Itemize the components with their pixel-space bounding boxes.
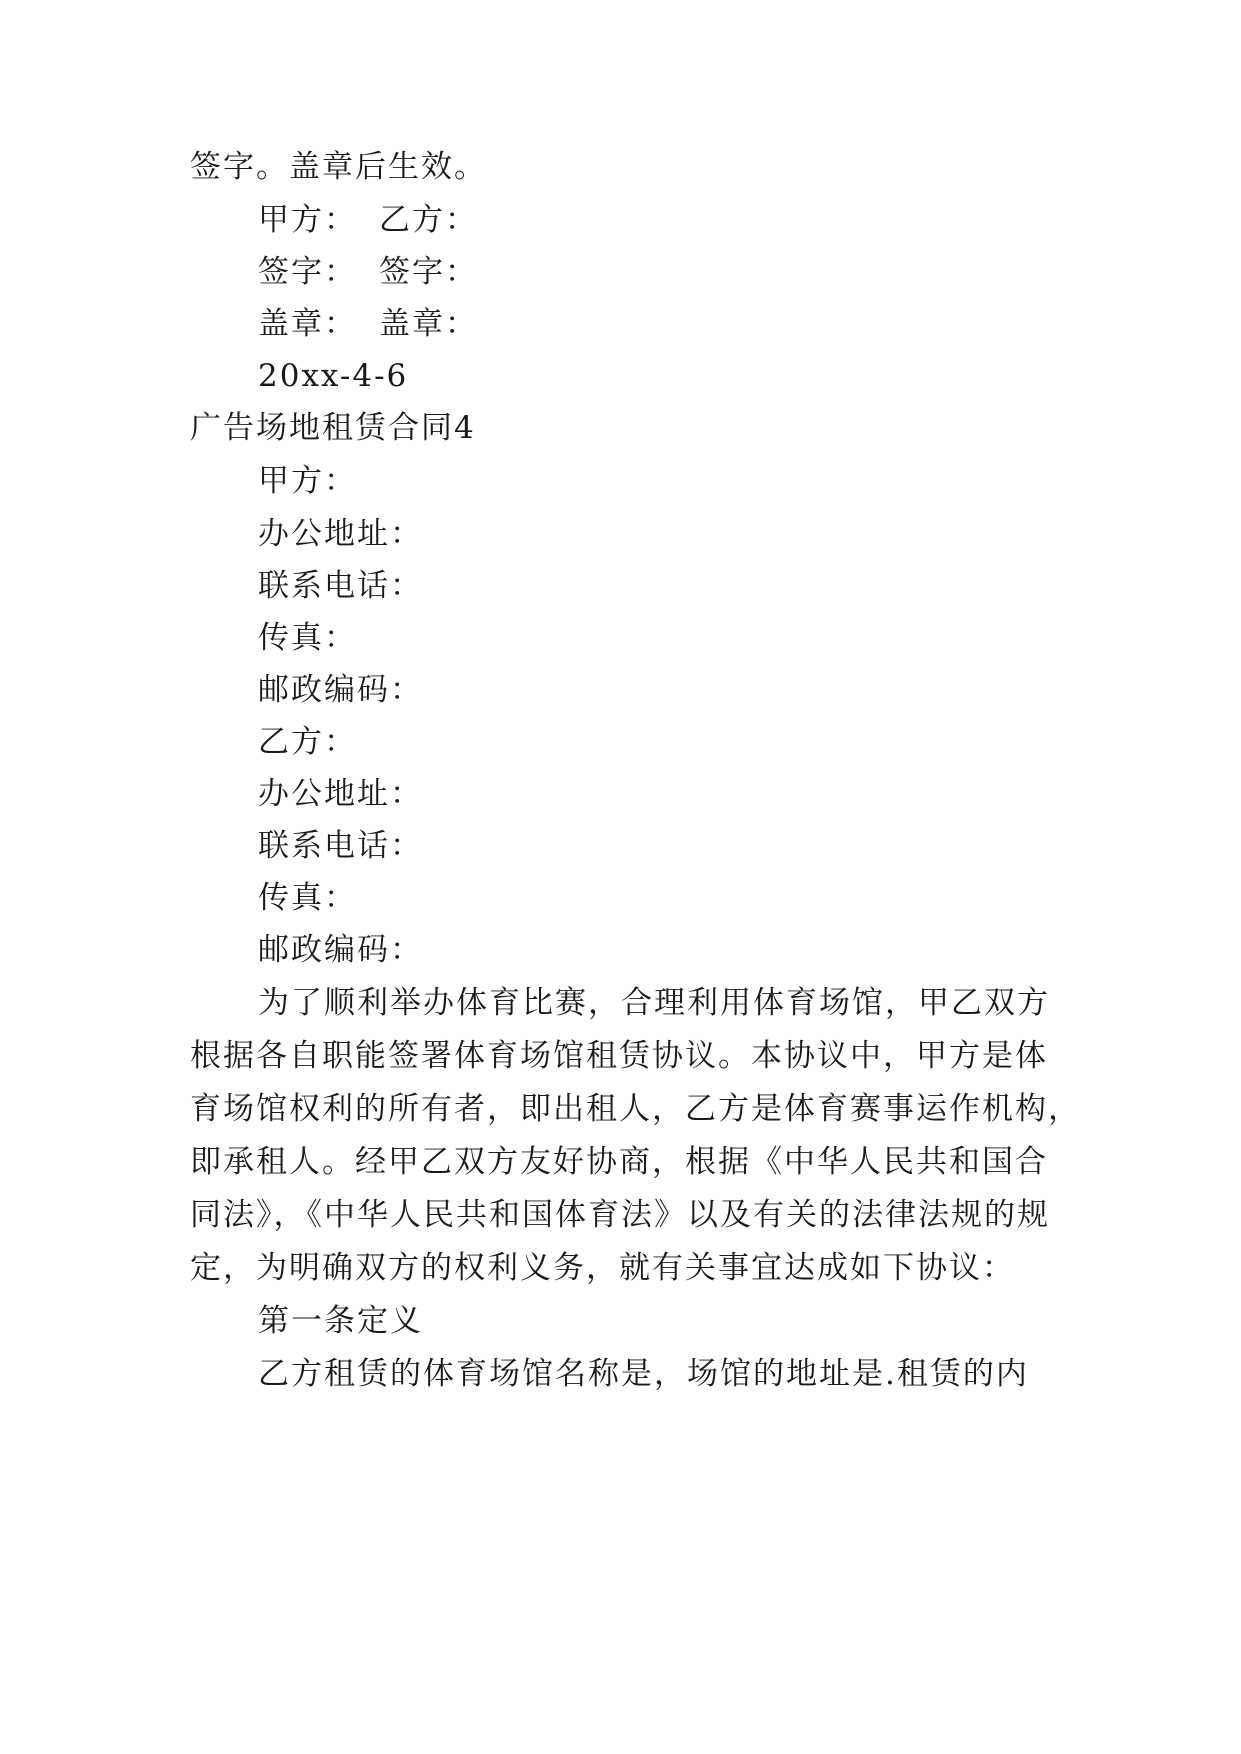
seal-b-label: 盖章：	[379, 306, 478, 342]
intro-line-6: 定，为明确双方的权利义务，就有关事宜达成如下协议：	[190, 1250, 1015, 1286]
signature-row-sign	[258, 252, 478, 292]
seal-a-label: 盖章：	[258, 306, 357, 342]
sign-a-label: 签字：	[258, 254, 357, 290]
signature-row-parties	[258, 200, 478, 240]
party-a-fax: 传真：	[258, 620, 357, 656]
intro-line-2: 根据各自职能签署体育场馆租赁协议。本协议中，甲方是体	[190, 1038, 1048, 1074]
intro-line-3: 育场馆权利的所有者，即出租人，乙方是体育赛事运作机构，	[190, 1091, 1081, 1127]
party-b-postcode: 邮政编码：	[258, 932, 423, 968]
article-1-text: 乙方租赁的体育场馆名称是，场馆的地址是.租赁的内	[258, 1356, 1029, 1392]
party-b-phone: 联系电话：	[258, 828, 423, 864]
party-b-heading: 乙方：	[258, 724, 357, 760]
party-a-heading: 甲方：	[258, 463, 357, 499]
intro-line-1: 为了顺利举办体育比赛，合理利用体育场馆，甲乙双方	[258, 985, 1050, 1021]
article-1-title: 第一条定义	[258, 1303, 423, 1339]
intro-line-5: 同法》，《中华人民共和国体育法》以及有关的法律法规的规	[190, 1197, 1050, 1233]
intro-line-4: 即承租人。经甲乙双方友好协商，根据《中华人民共和国合	[190, 1144, 1048, 1180]
text-line-sign-effect: 签字。盖章后生效。	[190, 149, 487, 185]
party-a-postcode: 邮政编码：	[258, 672, 423, 708]
signature-date: 20xx-4-6	[258, 358, 409, 394]
party-b-fax: 传真：	[258, 880, 357, 916]
party-a-address: 办公地址：	[258, 516, 423, 552]
party-b-address: 办公地址：	[258, 776, 423, 812]
party-b-label: 乙方：	[379, 202, 478, 238]
party-a-label: 甲方：	[258, 202, 357, 238]
signature-row-seal	[258, 304, 478, 344]
sign-b-label: 签字：	[379, 254, 478, 290]
party-a-phone: 联系电话：	[258, 568, 423, 604]
section-title: 广告场地租赁合同4	[190, 410, 476, 446]
